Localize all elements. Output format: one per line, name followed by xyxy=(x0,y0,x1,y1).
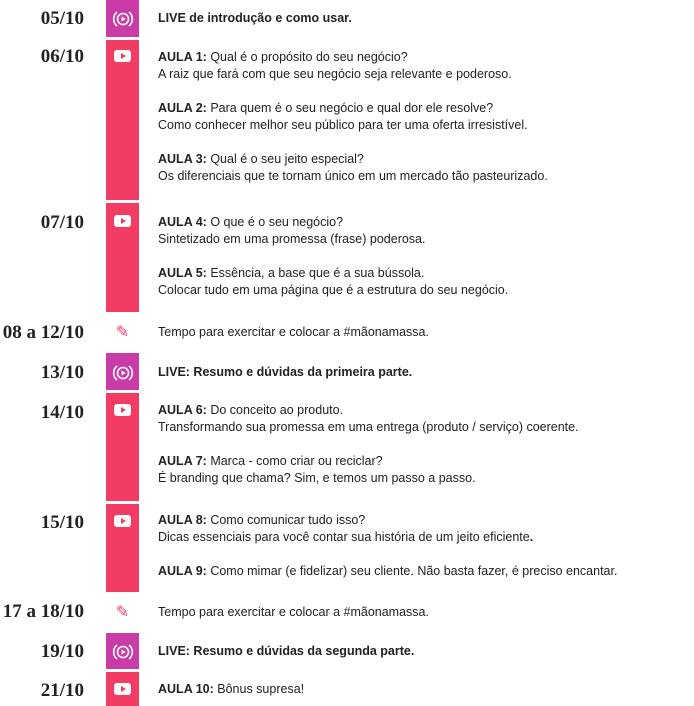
exercise-text: Tempo para exercitar e colocar a #mãonamassa. xyxy=(158,325,429,339)
aula-item: AULA 9: Como mimar (e fidelizar) seu cliente. Não basta fazer, é preciso encantar. xyxy=(158,564,618,578)
date-label: 21/10 xyxy=(40,680,84,701)
exercise-text: Tempo para exercitar e colocar a #mãonamassa. xyxy=(158,605,429,619)
aula-item: AULA 6: Do conceito ao produto. Transformando sua promessa em uma entrega (produto / serviço) coerente. xyxy=(158,403,579,434)
date-label: 15/10 xyxy=(40,512,84,533)
date-label: 08 a 12/10 xyxy=(2,322,84,343)
aula-item: AULA 3: Qual é o seu jeito especial? Os diferenciais que te tornam único em um mercado tão pasteurizado. xyxy=(158,152,548,183)
pencil-icon: ✎ xyxy=(115,324,130,341)
aula-item: AULA 10: Bônus supresa! xyxy=(158,682,305,696)
youtube-icon xyxy=(106,210,139,227)
date-label: 17 a 18/10 xyxy=(2,601,84,622)
aula-item: AULA 5: Essência, a base que é a sua bússola. Colocar tudo em uma página que é a estrutura do seu negócio. xyxy=(158,266,509,297)
live-title: LIVE: Resumo e dúvidas da segunda parte. xyxy=(158,644,415,658)
live-icon xyxy=(106,641,139,661)
youtube-icon xyxy=(106,678,139,695)
date-label: 06/10 xyxy=(40,46,84,67)
date-label: 13/10 xyxy=(40,362,84,383)
pencil-icon: ✎ xyxy=(115,604,130,621)
aula-item: AULA 1: Qual é o propósito do seu negócio? A raiz que fará com que seu negócio seja relevante e poderoso. xyxy=(158,50,512,81)
date-label: 19/10 xyxy=(40,641,84,662)
date-label: 07/10 xyxy=(40,212,84,233)
timeline-bar-aulas xyxy=(106,40,139,200)
date-label: 05/10 xyxy=(40,8,84,29)
aula-item: AULA 8: Como comunicar tudo isso? Dicas essenciais para você contar sua história de um jeito eficiente. xyxy=(158,513,534,544)
date-label: 14/10 xyxy=(40,402,84,423)
youtube-icon xyxy=(106,399,139,416)
aula-item: AULA 7: Marca - como criar ou reciclar? É branding que chama? Sim, e temos um passo a passo. xyxy=(158,454,476,485)
live-title: LIVE de introdução e como usar. xyxy=(158,11,352,25)
live-icon xyxy=(106,362,139,382)
aula-item: AULA 2: Para quem é o seu negócio e qual dor ele resolve? Como conhecer melhor seu público para ter uma oferta irresistível. xyxy=(158,101,528,132)
aula-item: AULA 4: O que é o seu negócio? Sintetizado em uma promessa (frase) poderosa. xyxy=(158,215,426,246)
youtube-icon xyxy=(106,45,139,62)
youtube-icon xyxy=(106,510,139,527)
live-icon xyxy=(106,8,139,28)
live-title: LIVE: Resumo e dúvidas da primeira parte. xyxy=(158,365,413,379)
